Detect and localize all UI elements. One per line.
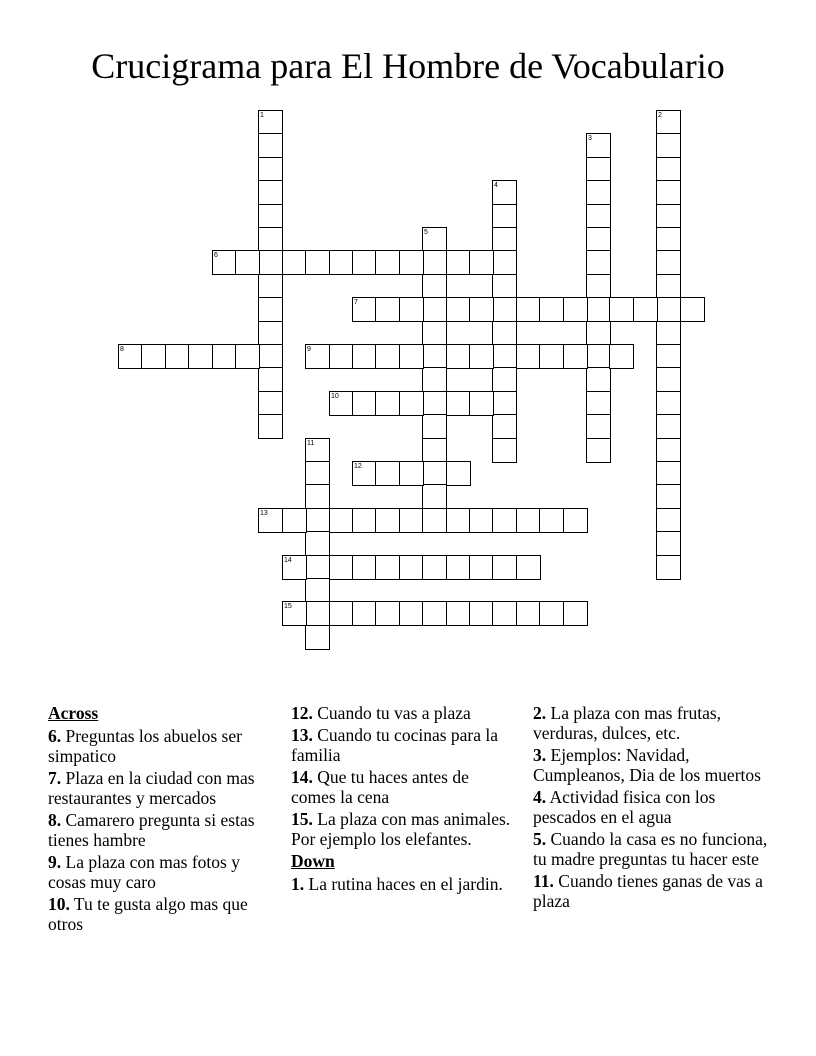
grid-cell[interactable] <box>399 250 424 275</box>
grid-cell[interactable] <box>656 484 681 509</box>
clue-text: La plaza con mas animales. Por ejemplo los elefantes. <box>291 809 511 849</box>
clue-text: Cuando tu vas a plaza <box>312 703 471 723</box>
grid-cell[interactable] <box>375 555 400 580</box>
clue-number-label: 13 <box>260 510 268 517</box>
grid-cell[interactable] <box>305 625 330 650</box>
clue-text: Actividad fisica con los pescados en el agua <box>533 787 716 827</box>
grid-cell[interactable] <box>446 391 471 416</box>
grid-cell[interactable] <box>563 508 588 533</box>
grid-cell[interactable] <box>492 601 517 626</box>
clue-item <box>533 871 773 911</box>
across-heading: Across <box>48 703 99 723</box>
grid-cell[interactable] <box>305 531 330 556</box>
clue-number-label: 10 <box>331 393 339 400</box>
grid-cell[interactable] <box>446 601 471 626</box>
grid-cell[interactable] <box>375 297 400 322</box>
grid-cell[interactable] <box>469 555 494 580</box>
grid-cell[interactable] <box>399 601 424 626</box>
grid-cell[interactable] <box>586 367 611 392</box>
clue-number-label: 3 <box>588 135 592 142</box>
grid-cell[interactable] <box>656 461 681 486</box>
grid-cell[interactable] <box>422 438 447 463</box>
grid-cell[interactable] <box>258 250 283 275</box>
grid-cell[interactable] <box>656 555 681 580</box>
grid-cell[interactable] <box>446 508 471 533</box>
grid-cell[interactable] <box>399 344 424 369</box>
grid-cell[interactable] <box>469 508 494 533</box>
grid-cell[interactable] <box>422 461 447 486</box>
clue-text: Tu te gusta algo mas que otros <box>48 894 248 934</box>
grid-cell[interactable] <box>492 274 517 299</box>
grid-cell[interactable] <box>258 297 283 322</box>
grid-cell[interactable] <box>375 391 400 416</box>
grid-cell[interactable] <box>586 321 611 346</box>
grid-cell[interactable] <box>609 344 634 369</box>
grid-cell[interactable] <box>422 250 447 275</box>
clue-number: 14. <box>291 767 313 787</box>
clue-number: 15. <box>291 809 313 829</box>
clue-number-label: 14 <box>284 557 292 564</box>
clue-item <box>533 703 773 743</box>
clue-item <box>48 852 268 892</box>
grid-cell[interactable] <box>375 461 400 486</box>
grid-cell[interactable] <box>656 250 681 275</box>
grid-cell[interactable] <box>633 297 658 322</box>
grid-cell[interactable] <box>469 601 494 626</box>
clue-number-label: 11 <box>307 440 315 447</box>
clue-number: 13. <box>291 725 313 745</box>
clue-text: Plaza en la ciudad con mas restaurantes y mercados <box>48 768 255 808</box>
grid-cell[interactable] <box>352 391 377 416</box>
grid-cell[interactable] <box>329 601 354 626</box>
grid-cell[interactable] <box>656 157 681 182</box>
clue-number-label: 12 <box>354 463 362 470</box>
grid-cell[interactable] <box>422 367 447 392</box>
grid-cell[interactable] <box>258 133 283 158</box>
grid-cell[interactable] <box>656 344 681 369</box>
grid-cell[interactable] <box>352 344 377 369</box>
grid-cell[interactable] <box>352 601 377 626</box>
grid-cell[interactable] <box>656 391 681 416</box>
grid-cell[interactable] <box>656 508 681 533</box>
grid-cell[interactable] <box>305 578 330 603</box>
grid-cell[interactable] <box>305 601 330 626</box>
grid-cell[interactable] <box>422 344 447 369</box>
clue-item <box>48 810 268 850</box>
grid-cell[interactable] <box>422 274 447 299</box>
grid-cell[interactable] <box>258 391 283 416</box>
clue-item <box>48 768 268 808</box>
grid-cell[interactable] <box>586 227 611 252</box>
clues-column-2 <box>291 703 516 896</box>
clue-number: 12. <box>291 703 313 723</box>
grid-cell[interactable] <box>329 508 354 533</box>
clue-item <box>291 767 516 807</box>
grid-cell[interactable] <box>586 297 611 322</box>
grid-cell[interactable] <box>492 508 517 533</box>
grid-cell[interactable] <box>165 344 190 369</box>
grid-cell[interactable] <box>516 297 541 322</box>
grid-cell[interactable] <box>446 555 471 580</box>
grid-cell[interactable] <box>492 414 517 439</box>
grid-cell[interactable] <box>516 601 541 626</box>
grid-cell[interactable] <box>422 414 447 439</box>
clue-number-label: 1 <box>260 112 264 119</box>
grid-cell[interactable] <box>586 414 611 439</box>
clue-text: Cuando tienes ganas de vas a plaza <box>533 871 763 911</box>
grid-cell[interactable] <box>469 391 494 416</box>
grid-cell[interactable] <box>258 227 283 252</box>
grid-cell[interactable] <box>422 297 447 322</box>
clue-item <box>291 809 516 849</box>
grid-cell[interactable] <box>375 508 400 533</box>
grid-cell[interactable] <box>258 321 283 346</box>
page-title: Crucigrama para El Hombre de Vocabulario <box>91 46 725 86</box>
grid-cell[interactable] <box>492 204 517 229</box>
grid-cell[interactable] <box>399 555 424 580</box>
grid-cell[interactable] <box>492 367 517 392</box>
grid-cell[interactable] <box>188 344 213 369</box>
grid-cell[interactable] <box>329 555 354 580</box>
grid-cell[interactable] <box>539 344 564 369</box>
grid-cell[interactable] <box>586 157 611 182</box>
grid-cell[interactable] <box>141 344 166 369</box>
clue-text: Preguntas los abuelos ser simpatico <box>48 726 242 766</box>
clue-number: 3. <box>533 745 547 765</box>
grid-cell[interactable] <box>422 601 447 626</box>
grid-cell[interactable] <box>399 461 424 486</box>
grid-cell[interactable] <box>258 157 283 182</box>
grid-cell[interactable] <box>399 508 424 533</box>
grid-cell[interactable] <box>282 508 307 533</box>
clues-column-3 <box>533 703 773 913</box>
grid-cell[interactable] <box>656 204 681 229</box>
grid-cell[interactable] <box>375 601 400 626</box>
clue-text: La rutina haces en el jardin. <box>304 874 503 894</box>
grid-cell[interactable] <box>586 250 611 275</box>
clue-number: 10. <box>48 894 70 914</box>
clue-number: 6. <box>48 726 62 746</box>
grid-cell[interactable] <box>586 204 611 229</box>
grid-cell[interactable] <box>258 180 283 205</box>
grid-cell[interactable] <box>492 227 517 252</box>
grid-cell[interactable] <box>656 321 681 346</box>
grid-cell[interactable] <box>539 601 564 626</box>
clue-number-label: 2 <box>658 112 662 119</box>
clue-number: 5. <box>533 829 547 849</box>
grid-cell[interactable] <box>492 321 517 346</box>
grid-cell[interactable] <box>469 344 494 369</box>
grid-cell[interactable] <box>305 484 330 509</box>
clue-number: 2. <box>533 703 547 723</box>
grid-cell[interactable] <box>446 297 471 322</box>
grid-cell[interactable] <box>235 250 260 275</box>
clue-text: La plaza con mas frutas, verduras, dulces, etc. <box>533 703 722 743</box>
grid-cell[interactable] <box>609 297 634 322</box>
clue-number: 1. <box>291 874 305 894</box>
grid-cell[interactable] <box>492 438 517 463</box>
grid-cell[interactable] <box>680 297 705 322</box>
grid-cell[interactable] <box>375 344 400 369</box>
grid-cell[interactable] <box>282 250 307 275</box>
grid-cell[interactable] <box>305 555 330 580</box>
clue-number: 4. <box>533 787 547 807</box>
clues-column-1 <box>48 703 268 936</box>
grid-cell[interactable] <box>586 391 611 416</box>
grid-cell[interactable] <box>516 344 541 369</box>
grid-cell[interactable] <box>329 250 354 275</box>
clue-number-label: 15 <box>284 603 292 610</box>
clue-number-label: 9 <box>307 346 311 353</box>
grid-cell[interactable] <box>305 461 330 486</box>
clue-number-label: 5 <box>424 229 428 236</box>
grid-cell[interactable] <box>516 508 541 533</box>
down-heading: Down <box>291 851 335 871</box>
grid-cell[interactable] <box>352 508 377 533</box>
grid-cell[interactable] <box>446 461 471 486</box>
clue-number: 11. <box>533 871 554 891</box>
grid-cell[interactable] <box>586 344 611 369</box>
grid-cell[interactable] <box>258 344 283 369</box>
grid-cell[interactable] <box>586 274 611 299</box>
grid-cell[interactable] <box>539 508 564 533</box>
grid-cell[interactable] <box>492 344 517 369</box>
grid-cell[interactable] <box>656 227 681 252</box>
grid-cell[interactable] <box>422 321 447 346</box>
grid-cell[interactable] <box>656 414 681 439</box>
clue-text: Cuando la casa es no funciona, tu madre preguntas tu hacer este <box>533 829 768 869</box>
grid-cell[interactable] <box>586 438 611 463</box>
grid-cell[interactable] <box>422 484 447 509</box>
grid-cell[interactable] <box>656 274 681 299</box>
grid-cell[interactable] <box>422 555 447 580</box>
clue-number: 8. <box>48 810 62 830</box>
grid-cell[interactable] <box>492 391 517 416</box>
clue-text: Cuando tu cocinas para la familia <box>291 725 499 765</box>
grid-cell[interactable] <box>422 508 447 533</box>
grid-cell[interactable] <box>492 250 517 275</box>
clue-item <box>48 726 268 766</box>
grid-cell[interactable] <box>656 180 681 205</box>
grid-cell[interactable] <box>516 555 541 580</box>
grid-cell[interactable] <box>258 204 283 229</box>
grid-cell[interactable] <box>656 367 681 392</box>
clue-text: La plaza con mas fotos y cosas muy caro <box>48 852 240 892</box>
grid-cell[interactable] <box>212 344 237 369</box>
clue-item <box>291 725 516 765</box>
grid-cell[interactable] <box>235 344 260 369</box>
grid-cell[interactable] <box>656 531 681 556</box>
clue-text: Camarero pregunta si estas tienes hambre <box>48 810 255 850</box>
clue-number-label: 8 <box>120 346 124 353</box>
grid-cell[interactable] <box>446 250 471 275</box>
grid-cell[interactable] <box>258 414 283 439</box>
grid-cell[interactable] <box>539 297 564 322</box>
clue-item <box>48 894 268 934</box>
clue-item <box>533 787 773 827</box>
grid-cell[interactable] <box>446 344 471 369</box>
grid-cell[interactable] <box>305 508 330 533</box>
clue-text: Ejemplos: Navidad, Cumpleanos, Dia de los muertos <box>533 745 761 785</box>
grid-cell[interactable] <box>305 250 330 275</box>
grid-cell[interactable] <box>469 297 494 322</box>
grid-cell[interactable] <box>492 297 517 322</box>
clue-number: 7. <box>48 768 62 788</box>
grid-cell[interactable] <box>469 250 494 275</box>
grid-cell[interactable] <box>329 344 354 369</box>
clue-number: 9. <box>48 852 62 872</box>
grid-cell[interactable] <box>563 344 588 369</box>
grid-cell[interactable] <box>563 297 588 322</box>
grid-cell[interactable] <box>352 250 377 275</box>
clue-number-label: 7 <box>354 299 358 306</box>
grid-cell[interactable] <box>563 601 588 626</box>
grid-cell[interactable] <box>399 391 424 416</box>
grid-cell[interactable] <box>258 274 283 299</box>
grid-cell[interactable] <box>258 367 283 392</box>
clue-number-label: 6 <box>214 252 218 259</box>
clue-item <box>533 829 773 869</box>
clue-item <box>291 874 516 894</box>
clue-item <box>291 703 516 723</box>
grid-cell[interactable] <box>352 555 377 580</box>
grid-cell[interactable] <box>656 297 681 322</box>
grid-cell[interactable] <box>399 297 424 322</box>
grid-cell[interactable] <box>492 555 517 580</box>
grid-cell[interactable] <box>586 180 611 205</box>
grid-cell[interactable] <box>375 250 400 275</box>
clue-item <box>533 745 773 785</box>
clue-text: Que tu haces antes de comes la cena <box>291 767 469 807</box>
grid-cell[interactable] <box>656 133 681 158</box>
grid-cell[interactable] <box>422 391 447 416</box>
clue-number-label: 4 <box>494 182 498 189</box>
grid-cell[interactable] <box>656 438 681 463</box>
